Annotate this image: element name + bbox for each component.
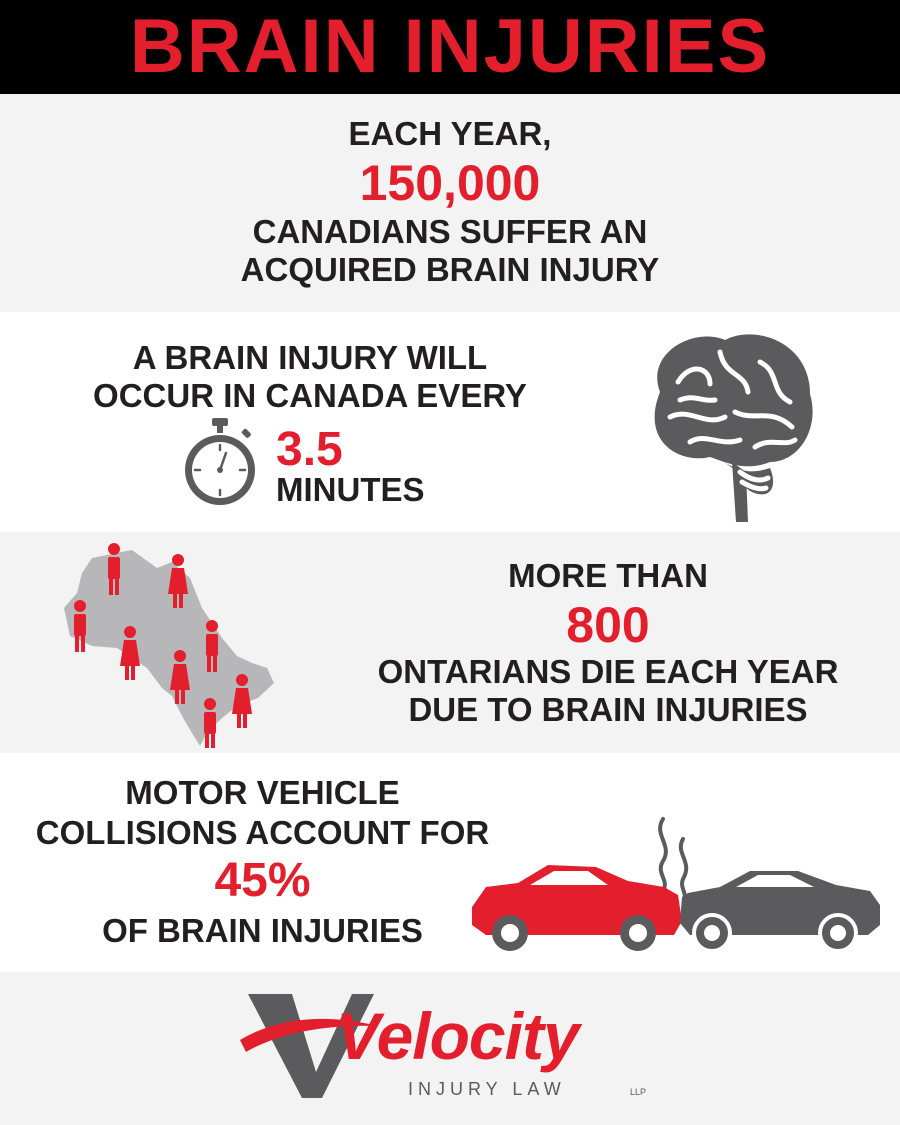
page-title: BRAIN INJURIES — [129, 4, 771, 89]
stat-injury-frequency — [0, 312, 900, 532]
stat-ontario-deaths — [0, 532, 900, 753]
stopwatch-icon — [178, 416, 262, 508]
logo-sub: INJURY LAW — [408, 1079, 566, 1099]
stat1-line1: EACH YEAR, — [348, 115, 552, 152]
stat2-line2: OCCUR IN CANADA EVERY — [93, 377, 527, 414]
stat1-number: 150,000 — [359, 155, 541, 211]
header-band — [0, 0, 900, 94]
stat4-line1: MOTOR VEHICLE — [125, 774, 400, 811]
logo-suffix: LLP — [630, 1087, 647, 1097]
stat3-number: 800 — [566, 597, 650, 653]
velocity-logo — [240, 986, 660, 1116]
stat3-line3: DUE TO BRAIN INJURIES — [408, 691, 808, 728]
ontario-map — [62, 538, 282, 748]
stat2-unit: MINUTES — [276, 471, 425, 508]
logo-band — [0, 972, 900, 1125]
stat1-line3: ACQUIRED BRAIN INJURY — [240, 251, 660, 288]
stat4-line2: COLLISIONS ACCOUNT FOR — [35, 814, 490, 851]
stat2-number: 3.5 — [276, 423, 343, 476]
stat2-line1: A BRAIN INJURY WILL — [132, 339, 488, 376]
brain-icon — [620, 322, 825, 527]
logo-brand: Velocity — [336, 999, 579, 1073]
stat4-number: 45% — [214, 854, 311, 907]
stat3-line1: MORE THAN — [508, 557, 708, 594]
stat1-line2: CANADIANS SUFFER AN — [252, 213, 648, 250]
car-crash-icon — [468, 815, 888, 955]
stat-annual-injuries — [0, 94, 900, 312]
stat3-line2: ONTARIANS DIE EACH YEAR — [377, 653, 839, 690]
stat-vehicle-collisions — [0, 753, 900, 972]
stat4-line3: OF BRAIN INJURIES — [102, 912, 423, 949]
